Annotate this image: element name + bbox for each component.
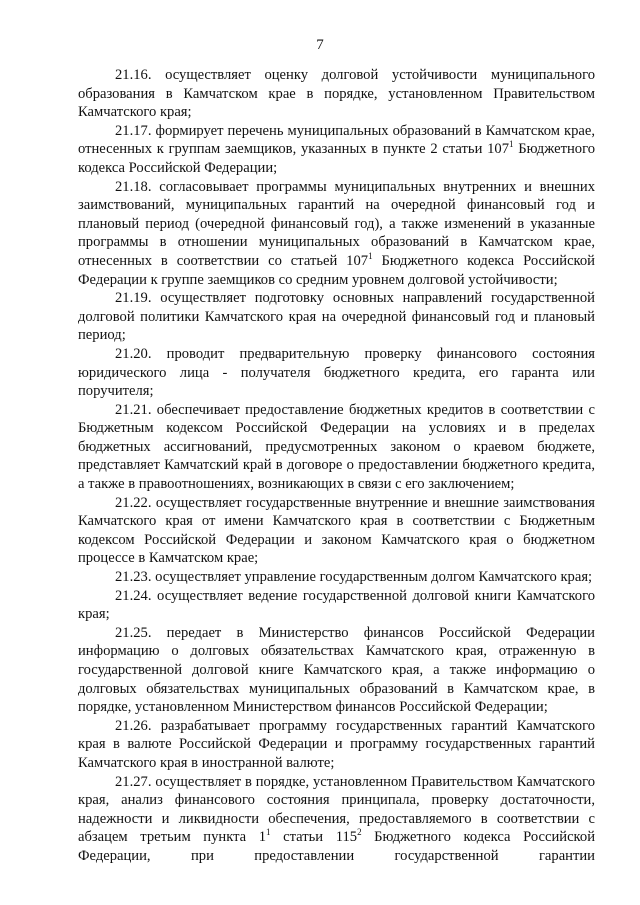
paragraph-text: 21.25. передает в Министерство финансов Российской Федерации информацию о долговых обязательствах Камчатского края, отраженную в государственной долговой книге Камчатского края, а также информацию о долговых обязательствах муниципальных образований в Камчатском крае, в порядке, установленном Министерством финансов Российской Федерации; [78, 624, 595, 716]
superscript: 1 [368, 251, 373, 262]
paragraph-text: Бюджетного кодекса Российской Федерации; [78, 141, 595, 176]
paragraph-21-20 [78, 345, 595, 401]
paragraph-text: Бюджетного кодекса Российской Федерации, при предоставлении государственной гарантии [78, 829, 596, 864]
paragraph-text: 21.22. осуществляет государственные внутренние и внешние заимствования Камчатского края от имени Камчатского края в соответствии с Бюджетным кодексом Российской Федерации и законом Камчатского края о бюджетном процессе в Камчатском крае; [78, 494, 595, 567]
paragraph-text: 21.21. обеспечивает предоставление бюджетных кредитов в соответствии с Бюджетным кодексом Российской Федерации на условиях и в пределах бюджетных ассигнований, предусмотренных законом о краевом бюджете, представляет Камчатский край в договоре о предоставлении бюджетного кредита, а также в правоотношениях, возникающих в связи с его заключением; [78, 401, 595, 493]
paragraph-text: 21.24. осуществляет ведение государственной долговой книги Камчатского края; [78, 587, 595, 623]
superscript: 1 [266, 827, 271, 838]
page-number: 7 [316, 37, 324, 53]
paragraph-21-27 [78, 773, 595, 866]
superscript: 1 [509, 139, 514, 150]
paragraph-text: статьи 115 [270, 829, 358, 846]
paragraph-text: 21.16. осуществляет оценку долговой устойчивости муниципального образования в Камчатском крае в порядке, установленном Правительством Камчатского края; [78, 67, 595, 121]
paragraph-text: 21.19. осуществляет подготовку основных направлений государственной долговой политики Камчатского края на очередной финансовый год и плановый период; [78, 290, 595, 344]
paragraph-21-22 [78, 494, 595, 568]
paragraph-21-25 [78, 624, 595, 717]
paragraph-21-16 [78, 66, 595, 122]
paragraph-21-17 [78, 122, 595, 178]
paragraph-21-26 [78, 717, 595, 773]
paragraph-text: 21.27. осуществляет в порядке, установленном Правительством Камчатского края, анализ финансового состояния принципала, проверку достаточности, надежности и ликвидности обеспечения, предоставляемого в соответствии с абзацем третьим пункта 1 [78, 773, 595, 846]
paragraph-21-24 [78, 587, 595, 624]
document-body [78, 66, 595, 866]
paragraph-text: Бюджетного кодекса Российской Федерации к группе заемщиков со средним уровнем долговой устойчивости; [78, 252, 595, 288]
paragraph-21-19 [78, 289, 595, 345]
paragraph-text: 21.20. проводит предварительную проверку финансового состояния юридического лица - получателя бюджетного кредита, его гаранта или поручителя; [78, 345, 595, 400]
paragraph-21-21 [78, 401, 595, 494]
paragraph-21-23 [78, 568, 595, 587]
paragraph-text: 21.18. согласовывает программы муниципальных внутренних и внешних заимствований, муниципальных гарантий на очередной финансовый год и плановый период (очередной финансовый год), а также изменений в указанные программы в отношении муниципальных образований в Камчатском крае, отнесенных в соответствии со статьей 107 [78, 178, 595, 269]
paragraph-text: 21.17. формирует перечень муниципальных образований в Камчатском крае, отнесенных к группам заемщиков, указанных в пункте 2 статьи 107 [78, 122, 595, 158]
paragraph-text: 21.23. осуществляет управление государственным долгом Камчатского края; [115, 569, 593, 586]
paragraph-text: 21.26. разрабатывает программу государственных гарантий Камчатского края в валюте Российской Федерации и программу государственных гарантий Камчатского края в иностранной валюте; [78, 717, 595, 771]
superscript: 2 [357, 827, 362, 838]
paragraph-21-18 [78, 178, 595, 290]
